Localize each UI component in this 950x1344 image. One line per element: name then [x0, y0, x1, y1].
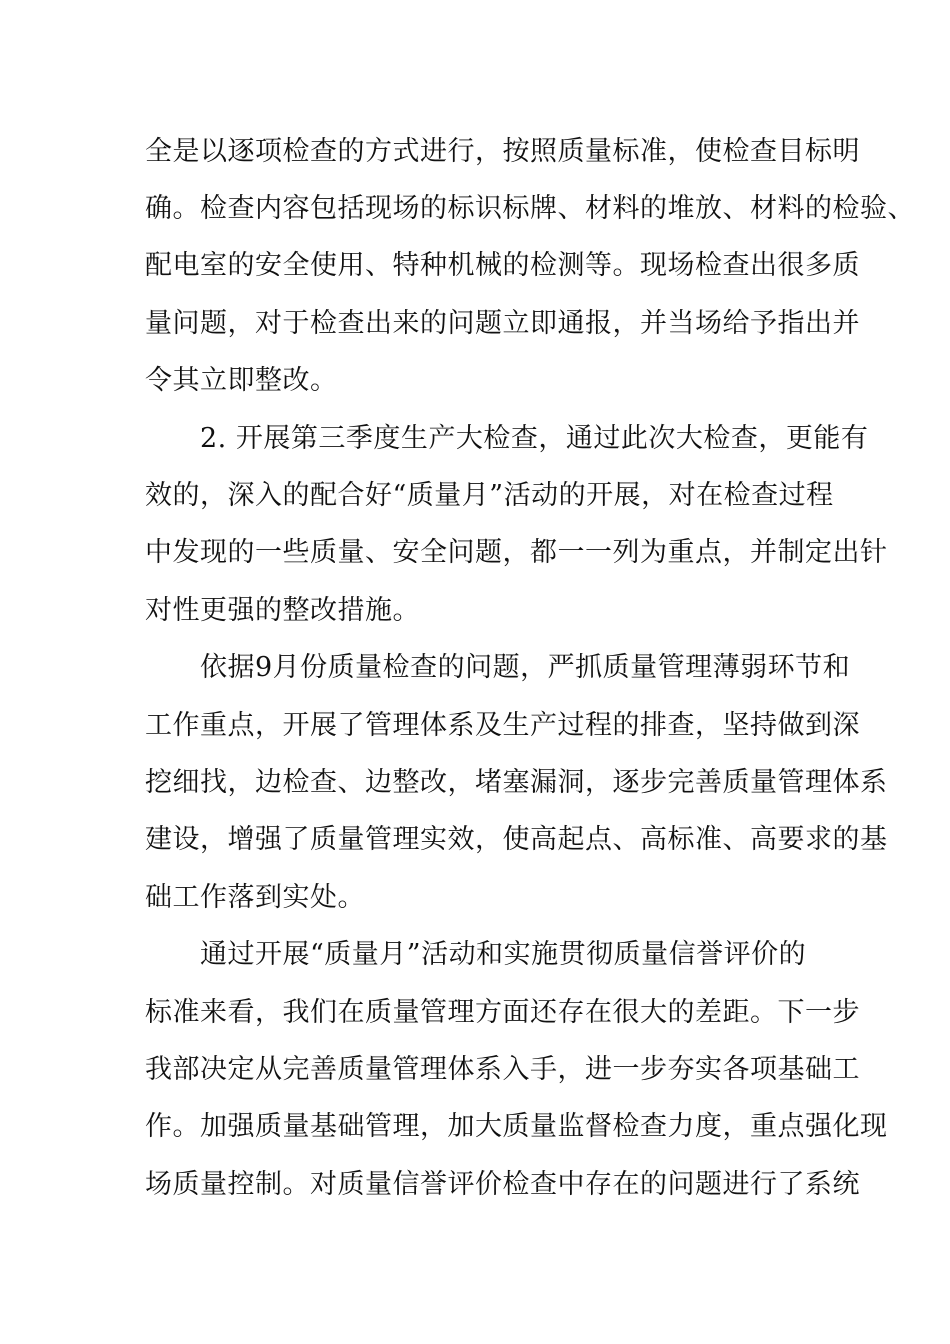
- text-line: 效的，深入的配合好“质量月”活动的开展，对在检查过程: [145, 480, 834, 511]
- text-line: 全是以逐项检查的方式进行，按照质量标准，使检查目标明: [145, 136, 860, 167]
- text-line: 标准来看，我们在质量管理方面还存在很大的差距。下一步: [145, 997, 860, 1028]
- text-line: 确。检查内容包括现场的标识标牌、材料的堆放、材料的检验、: [145, 193, 915, 224]
- text-line: 量问题，对于检查出来的问题立即通报，并当场给予指出并: [145, 308, 860, 339]
- text-line: 场质量控制。对质量信誉评价检查中存在的问题进行了系统: [145, 1169, 860, 1200]
- paragraph-start-line: 2. 开展第三季度生产大检查，通过此次大检查，更能有: [200, 423, 869, 454]
- text-line: 令其立即整改。: [145, 365, 338, 396]
- text-line: 对性更强的整改措施。: [145, 595, 420, 626]
- text-line: 中发现的一些质量、安全问题，都一一列为重点，并制定出针: [145, 537, 888, 568]
- text-line: 础工作落到实处。: [145, 882, 365, 913]
- paragraph-start-line: 通过开展“质量月”活动和实施贯彻质量信誉评价的: [200, 939, 807, 970]
- text-line: 我部决定从完善质量管理体系入手，进一步夯实各项基础工: [145, 1054, 860, 1085]
- text-line: 配电室的安全使用、特种机械的检测等。现场检查出很多质: [145, 250, 860, 281]
- paragraph-start-line: 依据9月份质量检查的问题，严抓质量管理薄弱环节和: [200, 652, 851, 683]
- text-line: 作。加强质量基础管理，加大质量监督检查力度，重点强化现: [145, 1111, 888, 1142]
- text-line: 挖细找，边检查、边整改，堵塞漏洞，逐步完善质量管理体系: [145, 767, 888, 798]
- text-line: 建设，增强了质量管理实效，使高起点、高标准、高要求的基: [145, 824, 888, 855]
- text-line: 工作重点，开展了管理体系及生产过程的排查，坚持做到深: [145, 710, 860, 741]
